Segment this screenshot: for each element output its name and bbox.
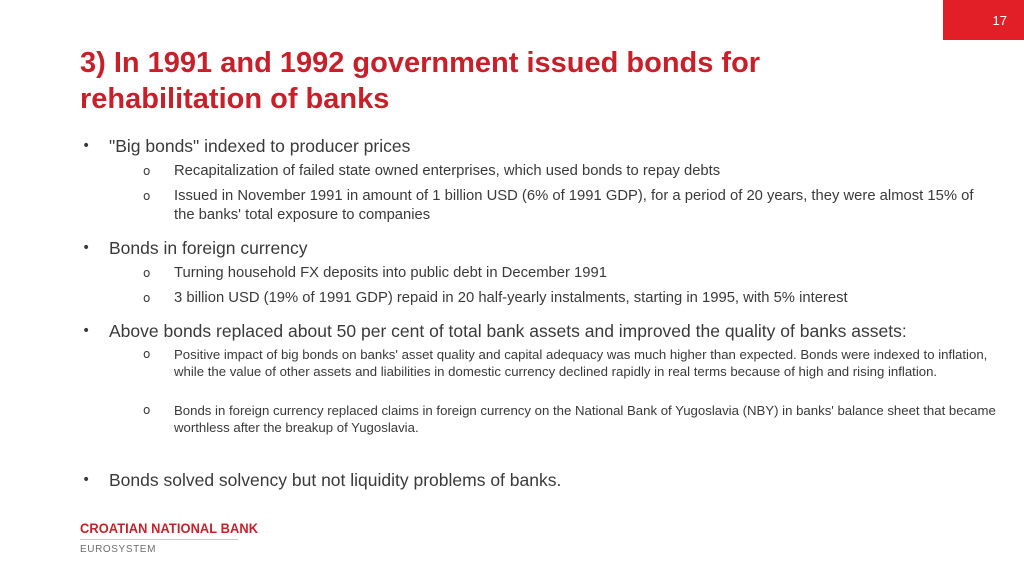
subitem-marker: o — [143, 189, 151, 203]
bullet-big-bonds — [80, 136, 1000, 156]
bullet-marker: • — [82, 472, 91, 488]
logo-org-name: CROATIAN NATIONAL BANK — [80, 521, 259, 536]
slide-title: 3) In 1991 and 1992 government issued bonds for rehabilitation of banks — [80, 47, 761, 115]
subitem-text: Recapitalization of failed state owned enterprises, which used bonds to repay debts — [174, 163, 721, 179]
bullet-marker: • — [82, 323, 91, 339]
subitem-text: Positive impact of big bonds on banks' asset quality and capital adequacy was much higher than expected. Bonds were indexed to inflation, while the value of other assets and liabilities in domestic currency declined rapidly in real terms because of high and rising inflation. — [174, 347, 988, 379]
subitem-text: 3 billion USD (19% of 1991 GDP) repaid in 20 half-yearly instalments, starting in 1995, with 5% interest — [174, 290, 848, 306]
subitem-fx-deposits — [143, 264, 998, 283]
subitem-marker: o — [143, 347, 151, 361]
subitem-3-billion — [143, 289, 998, 308]
subitem-marker: o — [143, 291, 151, 305]
bullet-marker: • — [82, 240, 91, 256]
bullet-marker: • — [82, 138, 91, 154]
subitem-positive-impact — [143, 346, 998, 380]
logo-divider — [80, 539, 238, 540]
subitem-text: Issued in November 1991 in amount of 1 billion USD (6% of 1991 GDP), for a period of 20 years, they were almost 15% of the banks' total exposure to companies — [174, 188, 974, 223]
bullet-text: Above bonds replaced about 50 per cent of total bank assets and improved the quality of banks assets: — [109, 321, 907, 341]
page-number: 17 — [992, 12, 1007, 28]
page-number-badge — [943, 0, 1024, 40]
cnb-logo — [80, 521, 267, 555]
bullet-solvency — [80, 470, 1000, 490]
subitem-issued-november — [143, 187, 998, 225]
subitem-nby-claims — [143, 402, 998, 436]
logo-org-sub: EUROSYSTEM — [80, 544, 157, 555]
subitem-recapitalization — [143, 162, 998, 181]
subitem-text: Turning household FX deposits into public debt in December 1991 — [174, 265, 607, 281]
subitem-marker: o — [143, 164, 151, 178]
bullet-text: Bonds solved solvency but not liquidity problems of banks. — [109, 470, 562, 490]
bullet-foreign-currency — [80, 238, 1000, 258]
subitem-marker: o — [143, 403, 151, 417]
bullet-text: "Big bonds" indexed to producer prices — [109, 136, 411, 156]
subitem-marker: o — [143, 266, 151, 280]
bullet-text: Bonds in foreign currency — [109, 238, 308, 258]
bullet-replaced-assets — [80, 321, 1000, 341]
subitem-text: Bonds in foreign currency replaced claims in foreign currency on the National Bank of Yugoslavia (NBY) in banks' balance sheet that became worthless after the breakup of Yugoslavia. — [174, 403, 996, 435]
